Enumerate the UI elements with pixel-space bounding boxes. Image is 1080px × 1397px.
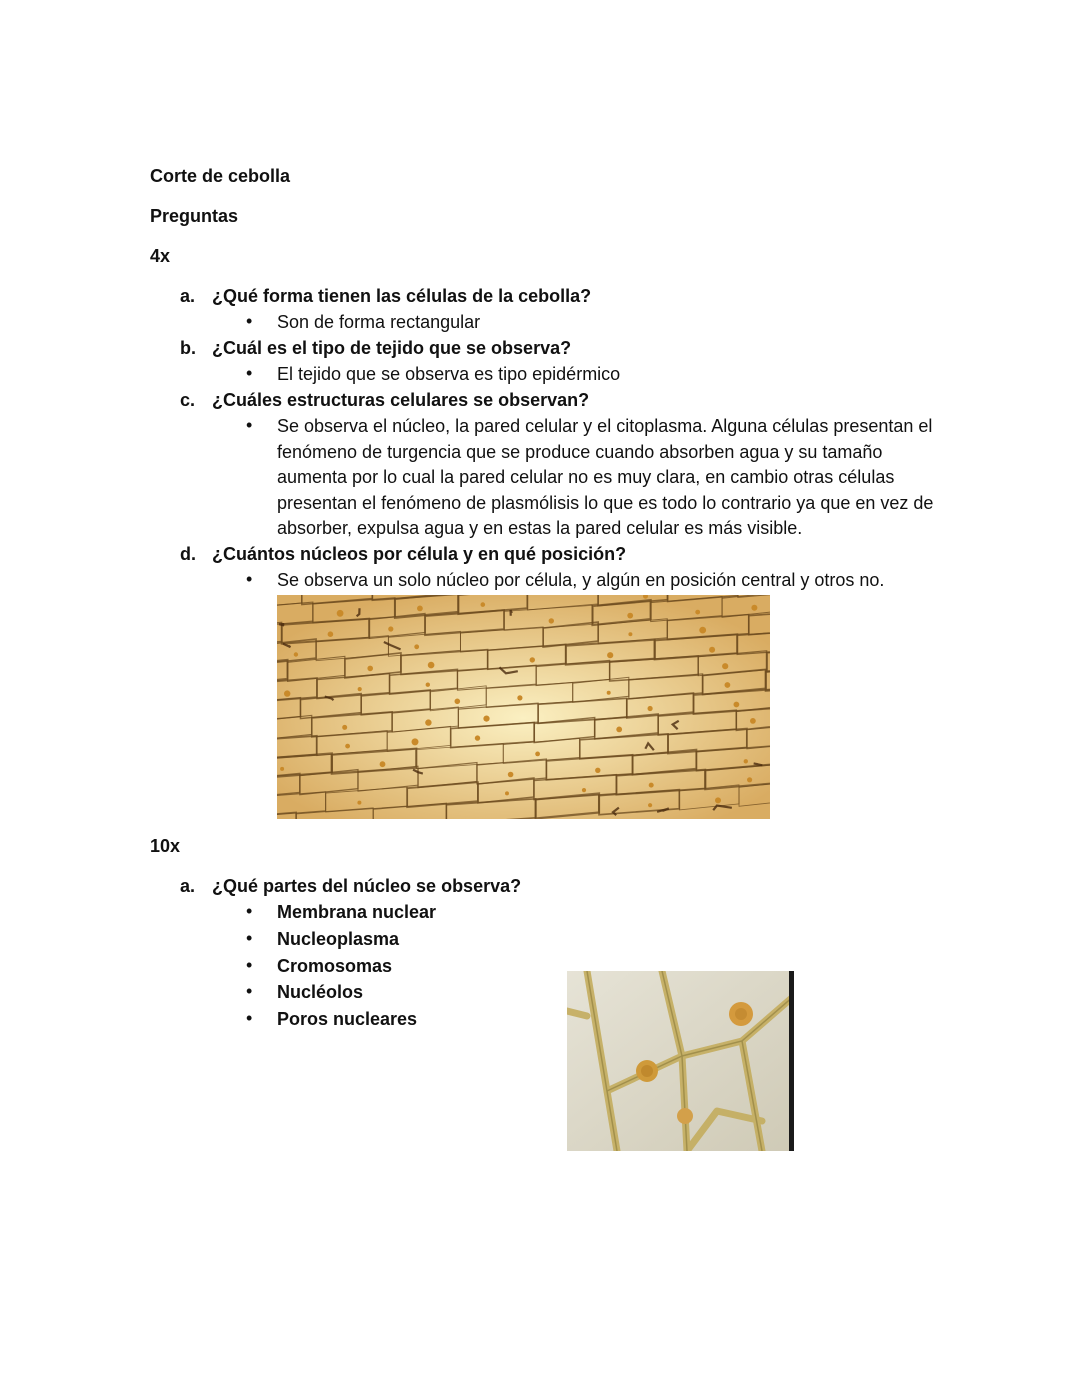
cell-nucleus [380, 761, 386, 767]
bullet-icon: • [246, 569, 253, 589]
cell-nucleus [337, 610, 344, 617]
document-title: Corte de cebolla [150, 166, 291, 186]
list-item: Nucléolos [277, 982, 364, 1002]
cell-nucleus [648, 803, 652, 807]
cell-nucleus [627, 613, 633, 619]
stain-mark [511, 610, 512, 616]
cell-nucleus [357, 801, 361, 805]
cell-nucleus [751, 605, 757, 611]
cell-nucleus [475, 735, 480, 740]
bullet-icon: • [246, 311, 253, 331]
cell-nucleus [358, 687, 362, 691]
cell-nucleus [649, 783, 654, 788]
question-letter: c. [180, 390, 196, 410]
cell-nucleus [367, 666, 373, 672]
cell-nucleus [744, 759, 748, 763]
cell-nucleus [709, 647, 715, 653]
cell-nucleus [699, 627, 706, 634]
cell-nucleus [426, 683, 430, 687]
bullet-icon: • [246, 901, 253, 921]
cell-nucleus [505, 791, 509, 795]
cell-nucleus [417, 606, 423, 612]
section-heading-preguntas: Preguntas [150, 206, 239, 226]
cell-nucleus [734, 702, 740, 708]
cell-nucleus [483, 716, 489, 722]
bullet-icon: • [246, 1008, 253, 1028]
answer-text: Se observa un solo núcleo por célula, y algún en posición central y otros no. [277, 570, 885, 590]
cell-nucleus [715, 797, 721, 803]
cell-nucleus [750, 718, 756, 724]
magnification-10x-heading: 10x [150, 836, 181, 856]
cell-nucleus [725, 682, 731, 688]
cell-nucleus [508, 772, 514, 778]
magnification-4x-heading: 4x [150, 246, 171, 266]
cell-nucleus [455, 699, 461, 705]
onion-cells-4x-micrograph [277, 595, 770, 819]
question-letter: d. [180, 544, 196, 564]
cell-nucleus [280, 767, 284, 771]
stain-mark [279, 624, 284, 625]
answer-paragraph: Se observa el núcleo, la pared celular y el citoplasma. Alguna células presentan el fenómeno de turgencia que se produce cuando absorben agua y su tamaño aumenta por lo cual la pared celular no es muy clara, en cambio otras células presentan el fenómeno de plasmólisis lo que es todo lo contrario ya que en vez de absorber, expulsa agua y en estas la pared celular es más visible. [277, 416, 934, 538]
cell-nucleus [328, 631, 334, 637]
cell-nucleus [342, 725, 347, 730]
cell-nucleus [747, 777, 752, 782]
cell-nucleus [284, 690, 290, 696]
cell-nucleus [695, 610, 700, 615]
bullet-icon: • [246, 928, 253, 948]
list-item: Membrana nuclear [277, 902, 437, 922]
bullet-icon: • [246, 981, 253, 1001]
cell-nucleus [628, 632, 632, 636]
question-text: ¿Cuáles estructuras celulares se observan? [212, 390, 590, 410]
question-text: ¿Qué forma tienen las células de la cebolla? [212, 286, 592, 306]
bullet-icon: • [246, 415, 253, 435]
cell-nucleus [428, 662, 435, 669]
list-item: Cromosomas [277, 956, 393, 976]
bullet-icon: • [246, 363, 253, 383]
list-item: Nucleoplasma [277, 929, 400, 949]
cell-nucleus [722, 663, 728, 669]
cell-nucleus [414, 644, 419, 649]
cell-nucleus [294, 652, 298, 656]
cell-nucleus [425, 719, 431, 725]
cell-nucleus [530, 657, 535, 662]
question-text: ¿Qué partes del núcleo se observa? [212, 876, 522, 896]
cell-nucleus [595, 768, 600, 773]
cell-nucleus [582, 788, 586, 792]
cell-nucleus [549, 618, 554, 623]
cell-nucleus [412, 738, 419, 745]
cell-nucleus [481, 602, 486, 607]
cell-nucleus [388, 626, 393, 631]
bullet-icon: • [246, 955, 253, 975]
list-item: Poros nucleares [277, 1009, 418, 1029]
answer-text: El tejido que se observa es tipo epidérmico [277, 364, 621, 384]
question-letter: b. [180, 338, 196, 358]
answer-text: Son de forma rectangular [277, 312, 481, 332]
question-letter: a. [180, 876, 196, 896]
cell-nucleus [517, 695, 522, 700]
cell-nucleus [345, 744, 350, 749]
cell-nucleus [535, 752, 540, 757]
cell-nucleus [648, 706, 653, 711]
cell-nucleus [607, 652, 613, 658]
cell-nucleus [607, 691, 611, 695]
question-letter: a. [180, 286, 196, 306]
question-text: ¿Cuál es el tipo de tejido que se observa? [212, 338, 572, 358]
question-text: ¿Cuántos núcleos por célula y en qué posición? [212, 544, 627, 564]
onion-cells-10x-micrograph [567, 971, 794, 1151]
cell-nucleus [616, 727, 622, 733]
